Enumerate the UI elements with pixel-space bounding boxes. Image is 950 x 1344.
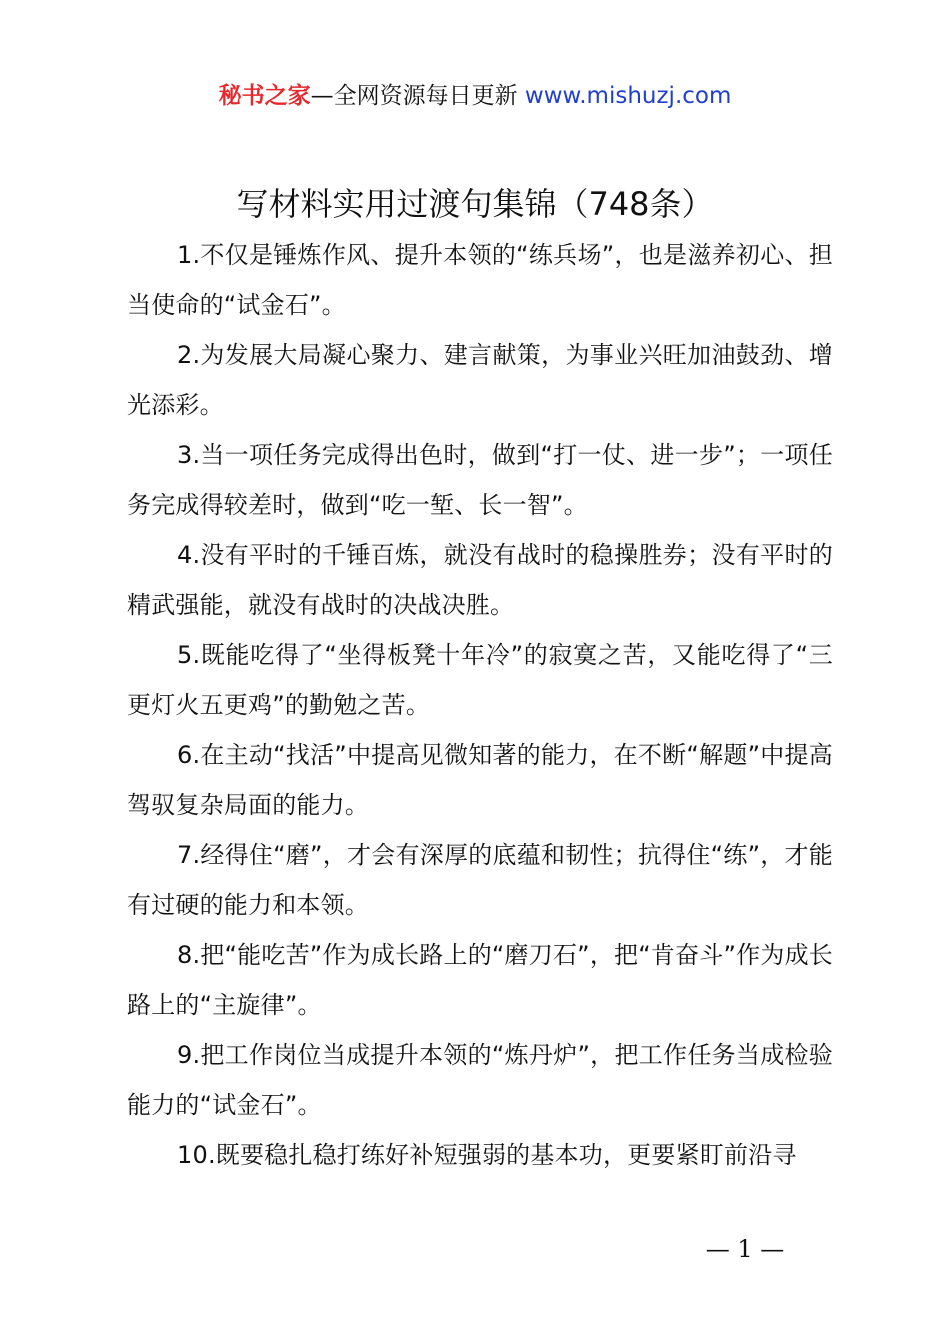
paragraph-2: 2.为发展大局凝心聚力、建言献策，为事业兴旺加油鼓劲、增光添彩。 [127, 341, 833, 419]
page-number: — 1 — [705, 1235, 785, 1263]
paragraph-10: 10.既要稳扎稳打练好补短强弱的基本功，更要紧盯前沿寻 [177, 1141, 797, 1169]
site-brand: 秘书之家 [218, 83, 311, 109]
paragraph-7: 7.经得住“磨”，才会有深厚的底蕴和韧性；抗得住“练”，才能有过硬的能力和本领。 [127, 841, 833, 919]
site-url-link[interactable]: www.mishuzj.com [524, 83, 732, 109]
paragraph-6: 6.在主动“找活”中提高见微知著的能力，在不断“解题”中提高驾驭复杂局面的能力。 [127, 741, 833, 819]
paragraph-8: 8.把“能吃苦”作为成长路上的“磨刀石”，把“肯奋斗”作为成长路上的“主旋律”。 [127, 941, 833, 1019]
paragraph-1: 1.不仅是锤炼作风、提升本领的“练兵场”，也是滋养初心、担当使命的“试金石”。 [127, 241, 833, 319]
paragraph-5: 5.既能吃得了“坐得板凳十年冷”的寂寞之苦，又能吃得了“三更灯火五更鸡”的勤勉之苦。 [127, 641, 833, 719]
paragraph-9: 9.把工作岗位当成提升本领的“炼丹炉”，把工作任务当成检验能力的“试金石”。 [127, 1041, 833, 1119]
site-tagline: —全网资源每日更新 [310, 83, 525, 109]
site-header [0, 80, 950, 112]
paragraph-3: 3.当一项任务完成得出色时，做到“打一仗、进一步”；一项任务完成得较差时，做到“吃一堑、长一智”。 [127, 441, 833, 519]
document-title: 写材料实用过渡句集锦（748条） [236, 185, 714, 223]
document-body [127, 230, 833, 1180]
paragraph-4: 4.没有平时的千锤百炼，就没有战时的稳操胜券；没有平时的精武强能，就没有战时的决战决胜。 [127, 541, 833, 619]
